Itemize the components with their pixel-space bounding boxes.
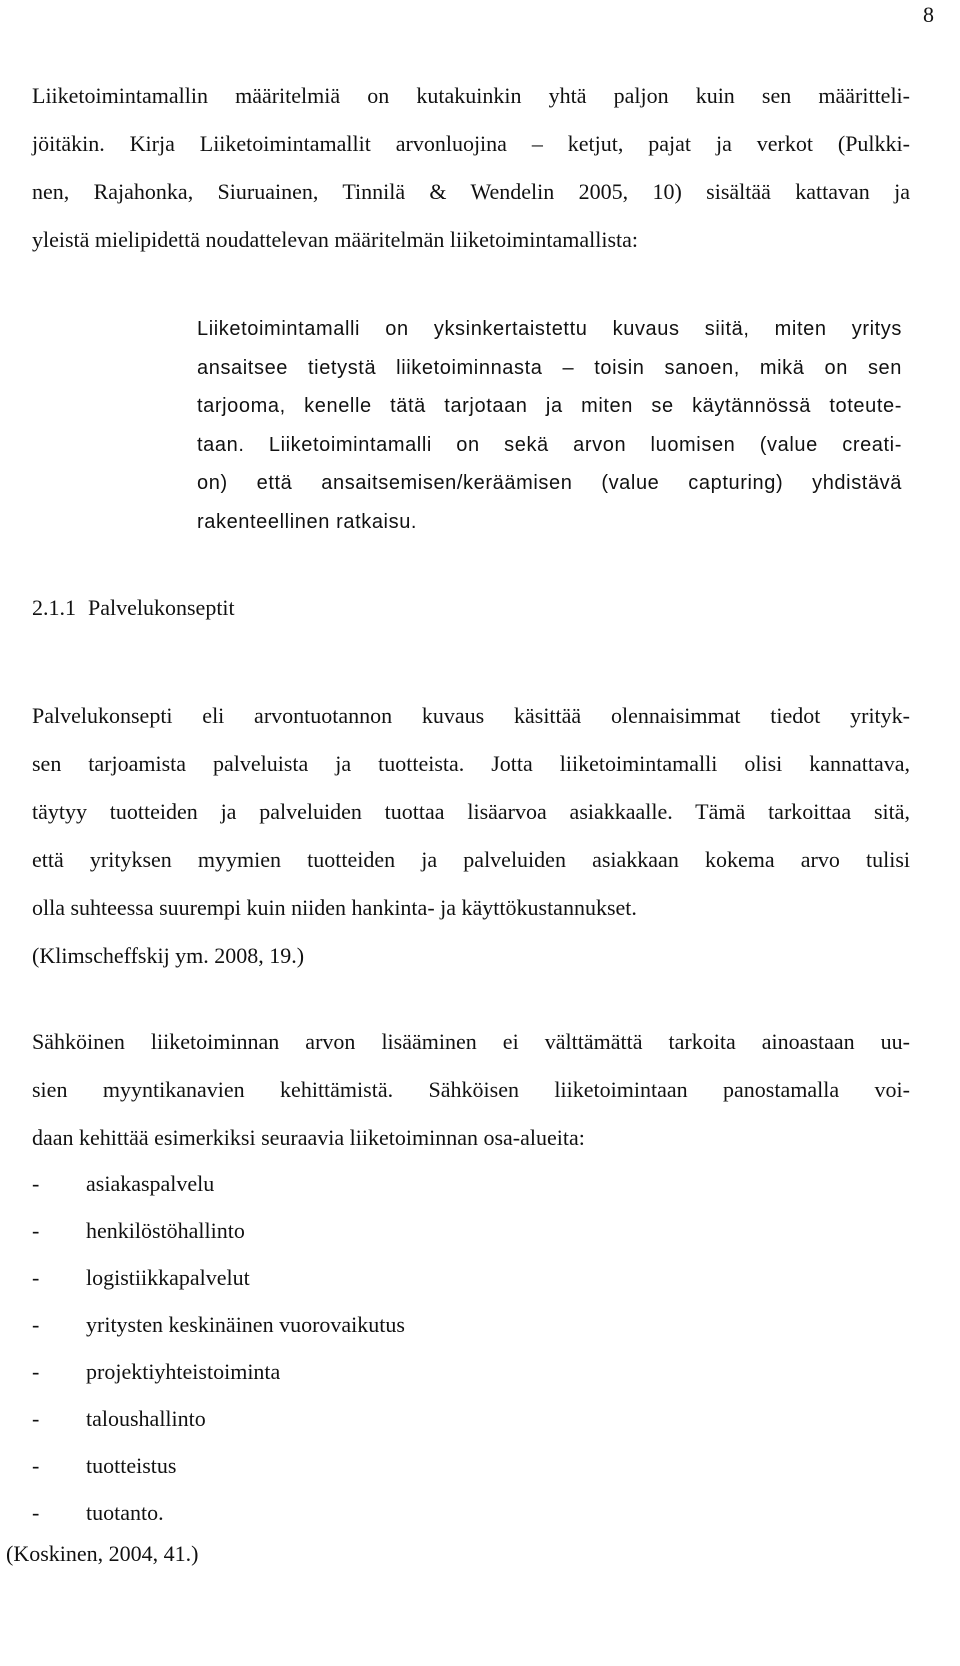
paragraph-line: Palvelukonsepti eli arvontuotannon kuvaus käsittää olennaisimmat tiedot yrityk- — [32, 703, 910, 728]
list-item — [32, 1489, 405, 1536]
list-item-text: tuotteistus — [86, 1453, 177, 1478]
dash-marker: - — [32, 1359, 40, 1384]
block-quote — [197, 310, 902, 541]
paragraph-line: daan kehittää esimerkiksi seuraavia liiketoiminnan osa-alueita: — [32, 1125, 585, 1150]
list-item-text: projektiyhteistoiminta — [86, 1359, 281, 1384]
list-item-text: taloushallinto — [86, 1406, 206, 1431]
paragraph-line: jöitäkin. Kirja Liiketoimintamallit arvonluojina – ketjut, pajat ja verkot (Pulkki- — [32, 131, 910, 156]
quote-line: ansaitsee tietystä liiketoiminnasta – toisin sanoen, mikä on sen — [197, 356, 902, 379]
section-heading — [32, 592, 235, 624]
section-title: Palvelukonseptit — [88, 595, 235, 620]
quote-line: taan. Liiketoimintamalli on sekä arvon luomisen (value creati- — [197, 433, 902, 456]
paragraph-line: että yrityksen myymien tuotteiden ja palveluiden asiakkaan kokema arvo tulisi — [32, 847, 910, 872]
paragraph-line: sien myyntikanavien kehittämistä. Sähköisen liiketoimintaan panostamalla voi- — [32, 1077, 910, 1102]
list-item — [32, 1207, 405, 1254]
paragraph-line: yleistä mielipidettä noudattelevan määritelmän liiketoimintamallista: — [32, 227, 639, 252]
list-item-text: asiakaspalvelu — [86, 1171, 215, 1196]
quote-line: on) että ansaitsemisen/keräämisen (value capturing) yhdistävä — [197, 472, 902, 494]
paragraph-line: täytyy tuotteiden ja palveluiden tuottaa lisäarvoa asiakkaalle. Tämä tarkoittaa sitä, — [32, 799, 910, 824]
list-item — [32, 1348, 405, 1395]
dash-marker: - — [32, 1453, 40, 1478]
intro-paragraph — [32, 72, 910, 264]
list-item-text: yritysten keskinäinen vuorovaikutus — [86, 1312, 405, 1337]
list-item-text: henkilöstöhallinto — [86, 1218, 245, 1243]
paragraph-line: olla suhteessa suurempi kuin niiden hankinta- ja käyttökustannukset. — [32, 895, 637, 920]
list-item — [32, 1442, 405, 1489]
dash-marker: - — [32, 1171, 40, 1196]
section-number: 2.1.1 — [32, 595, 76, 620]
paragraph-line: nen, Rajahonka, Siuruainen, Tinnilä & Wendelin 2005, 10) sisältää kattavan ja — [32, 179, 910, 204]
dash-marker: - — [32, 1265, 40, 1290]
list-item — [32, 1160, 405, 1207]
dash-marker: - — [32, 1218, 40, 1243]
list-item — [32, 1254, 405, 1301]
list-item-text: tuotanto. — [86, 1500, 164, 1525]
dash-marker: - — [32, 1312, 40, 1337]
paragraph-line: (Klimscheffskij ym. 2008, 19.) — [32, 943, 305, 968]
list-item — [32, 1301, 405, 1348]
paragraph-line: Liiketoimintamallin määritelmiä on kutakuinkin yhtä paljon kuin sen määritteli- — [32, 83, 910, 108]
ebusiness-paragraph — [32, 1018, 910, 1162]
paragraph-line: sen tarjoamista palveluista ja tuotteista. Jotta liiketoimintamalli olisi kannattava, — [32, 751, 910, 776]
list-item — [32, 1395, 405, 1442]
list-item-text: logistiikkapalvelut — [86, 1265, 250, 1290]
business-areas-list — [32, 1160, 405, 1536]
service-concept-paragraph — [32, 692, 910, 980]
page-number: 8 — [923, 2, 934, 27]
quote-line: Liiketoimintamalli on yksinkertaistettu kuvaus siitä, miten yritys — [197, 318, 902, 340]
citation: (Koskinen, 2004, 41.) — [6, 1541, 199, 1566]
paragraph-line: Sähköinen liiketoiminnan arvon lisääminen ei välttämättä tarkoita ainoastaan uu- — [32, 1029, 910, 1054]
dash-marker: - — [32, 1500, 40, 1525]
quote-line: rakenteellinen ratkaisu. — [197, 510, 418, 533]
quote-line: tarjooma, kenelle tätä tarjotaan ja miten se käytännössä toteute- — [197, 395, 902, 417]
dash-marker: - — [32, 1406, 40, 1431]
